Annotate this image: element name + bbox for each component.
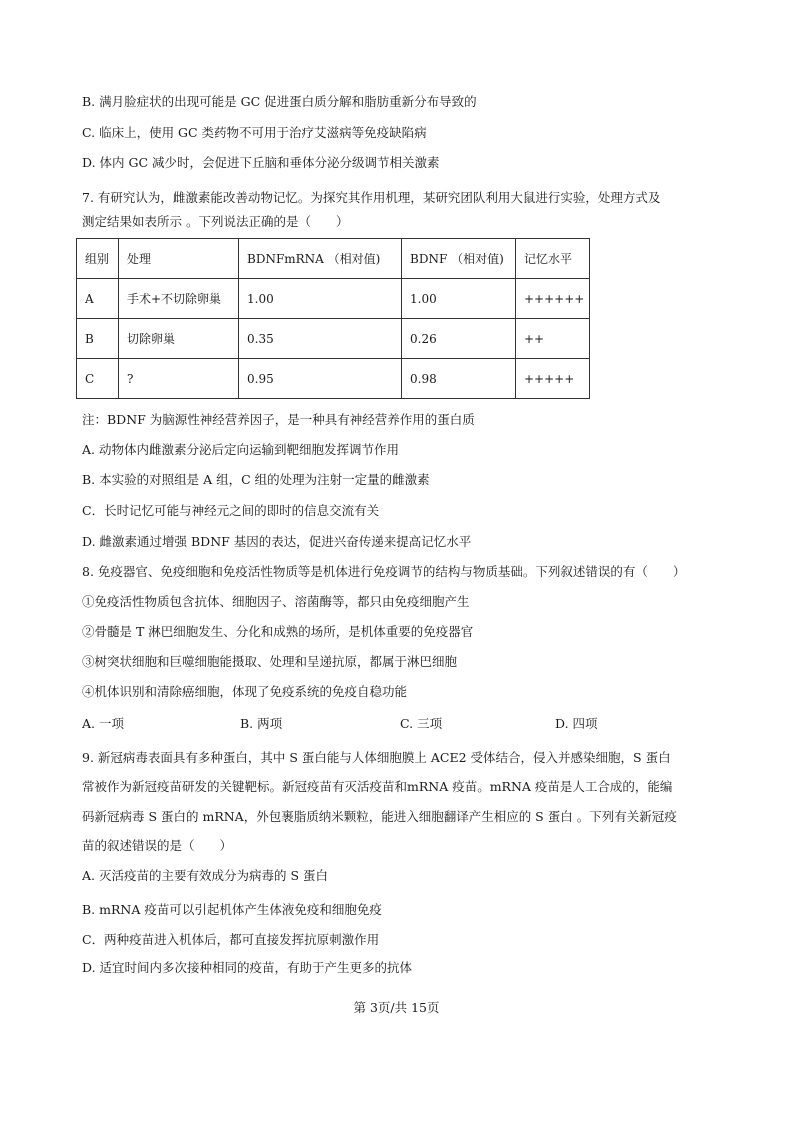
table-header: BDNFmRNA （相对值) — [239, 239, 402, 279]
option-8c: C. 三项 — [400, 716, 443, 731]
table-cell: 0.35 — [239, 319, 402, 359]
option-8b: B. 两项 — [240, 716, 283, 731]
table-cell: A — [77, 279, 119, 319]
option-7b: B. 本实验的对照组是 A 组，C 组的处理为注射一定量的雌激素 — [82, 472, 430, 487]
statement-4: ④机体识别和清除癌细胞，体现了免疫系统的免疫自稳功能 — [82, 684, 408, 699]
option-8a: A. 一项 — [82, 716, 124, 731]
table-cell: 切除卵巢 — [119, 319, 239, 359]
option-6b: B. 满月脸症状的出现可能是 GC 促进蛋白质分解和脂肪重新分布导致的 — [82, 94, 477, 109]
table-header: 处理 — [119, 239, 239, 279]
question-9-stem-1: 9. 新冠病毒表面具有多种蛋白，其中 S 蛋白能与人体细胞膜上 ACE2 受体结合，侵入并感染细胞，S 蛋白 — [82, 750, 671, 765]
table-header: 记忆水平 — [516, 239, 590, 279]
table-row — [77, 279, 590, 319]
table-cell: C — [77, 359, 119, 399]
table-cell: 0.98 — [402, 359, 516, 399]
table-cell: ++ — [516, 319, 590, 359]
table-cell: ++++++ — [516, 279, 590, 319]
page-footer: 第 3页/共 15页 — [353, 1000, 440, 1015]
table-header: 组别 — [77, 239, 119, 279]
table-note: 注：BDNF 为脑源性神经营养因子，是一种具有神经营养作用的蛋白质 — [82, 412, 475, 427]
table-cell: 0.26 — [402, 319, 516, 359]
table-header: BDNF （相对值) — [402, 239, 516, 279]
table-cell: 1.00 — [239, 279, 402, 319]
experiment-table — [76, 238, 590, 399]
option-7c: C．长时记忆可能与神经元之间的即时的信息交流有关 — [82, 503, 380, 518]
option-8d: D. 四项 — [555, 716, 598, 731]
question-9-stem-2: 常被作为新冠疫苗研发的关键靶标。新冠疫苗有灭活疫苗和mRNA 疫苗。mRNA 疫苗是人工合成的，能编 — [82, 779, 673, 794]
table-cell: 1.00 — [402, 279, 516, 319]
option-9b: B. mRNA 疫苗可以引起机体产生体液免疫和细胞免疫 — [82, 902, 382, 917]
question-9-stem-3: 码新冠病毒 S 蛋白的 mRNA，外包裹脂质纳米颗粒，能进入细胞翻译产生相应的 S 蛋白 。下列有关新冠疫 — [82, 809, 677, 824]
table-cell: ? — [119, 359, 239, 399]
option-9d: D. 适宜时间内多次接种相同的疫苗，有助于产生更多的抗体 — [82, 960, 413, 975]
table-cell: 手术+不切除卵巢 — [119, 279, 239, 319]
question-7-stem-1: 7. 有研究认为，雌激素能改善动物记忆。为探究其作用机理，某研究团队利用大鼠进行实验，处理方式及 — [82, 190, 661, 205]
option-7a: A. 动物体内雌激素分泌后定向运输到靶细胞发挥调节作用 — [82, 442, 399, 457]
statement-1: ①免疫活性物质包含抗体、细胞因子、溶菌酶等，都只由免疫细胞产生 — [82, 594, 470, 609]
option-9c: C．两种疫苗进入机体后，都可直接发挥抗原刺激作用 — [82, 932, 380, 947]
option-6d: D. 体内 GC 减少时，会促进下丘脑和垂体分泌分级调节相关激素 — [82, 155, 440, 170]
option-7d: D. 雌激素通过增强 BDNF 基因的表达，促进兴奋传递来提高记忆水平 — [82, 534, 472, 549]
table-cell: B — [77, 319, 119, 359]
option-9a: A. 灭活疫苗的主要有效成分为病毒的 S 蛋白 — [82, 868, 328, 883]
statement-3: ③树突状细胞和巨噬细胞能摄取、处理和呈递抗原，都属于淋巴细胞 — [82, 654, 458, 669]
table-header-row — [77, 239, 590, 279]
option-6c: C. 临床上，使用 GC 类药物不可用于治疗艾滋病等免疫缺陷病 — [82, 125, 427, 140]
statement-2: ②骨髓是 T 淋巴细胞发生、分化和成熟的场所，是机体重要的免疫器官 — [82, 624, 474, 639]
question-9-stem-4: 苗的叙述错误的是（ ） — [82, 838, 233, 853]
question-7-stem-2: 测定结果如表所示 。下列说法正确的是（ ） — [82, 214, 349, 229]
table-row — [77, 319, 590, 359]
question-8-stem: 8. 免疫器官、免疫细胞和免疫活性物质等是机体进行免疫调节的结构与物质基础。下列叙述错误的有（ ） — [82, 564, 686, 579]
table-row — [77, 359, 590, 399]
table-cell: +++++ — [516, 359, 590, 399]
table-cell: 0.95 — [239, 359, 402, 399]
